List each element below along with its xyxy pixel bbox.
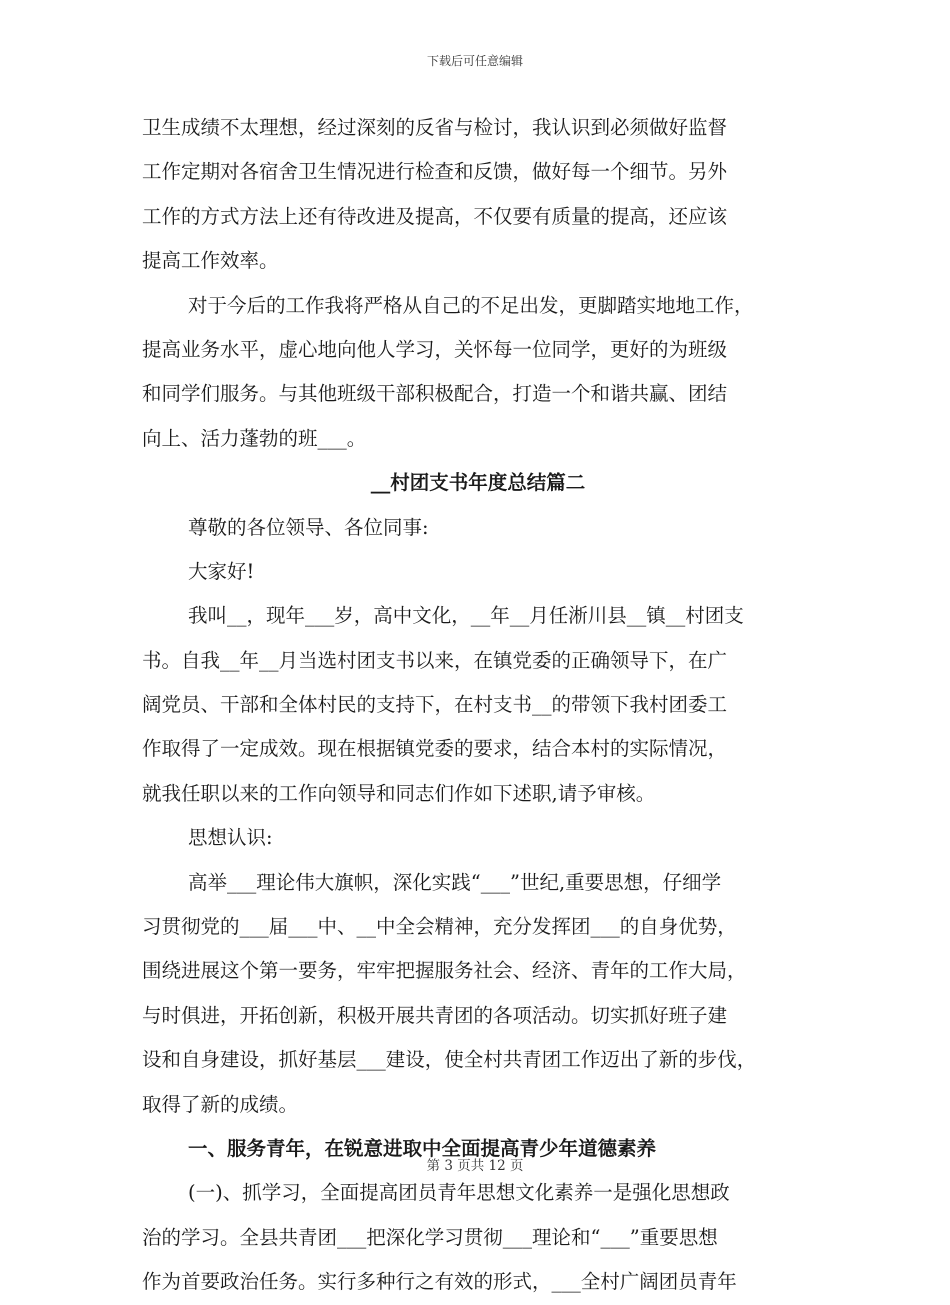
text-line: 阔党员、干部和全体村民的支持下，在村支书__的带领下我村团委工 <box>142 693 728 717</box>
text-line: 设和自身建设，抓好基层___建设，使全村共青团工作迈出了新的步伐， <box>142 1048 757 1072</box>
text-line: 向上、活力蓬勃的班___。 <box>142 426 367 450</box>
text-line: 书。自我__年__月当选村团支书以来，在镇党委的正确领导下，在广 <box>142 648 728 672</box>
salutation: 尊敬的各位领导、各位同事: <box>188 515 429 539</box>
text-line: 提高工作效率。 <box>142 249 279 273</box>
subsection-label: 思想认识: <box>188 826 273 850</box>
greeting: 大家好! <box>188 559 255 583</box>
text-line: 习贯彻党的___届___中、__中全会精神，充分发挥团___的自身优势， <box>142 915 737 939</box>
page-footer: 第 3 页共 12 页 <box>426 1158 524 1174</box>
document-body <box>142 106 814 1305</box>
text-line: 取得了新的成绩。 <box>142 1092 299 1116</box>
text-line: 工作的方式方法上还有待改进及提高，不仅要有质量的提高，还应该 <box>142 204 728 228</box>
text-line: 与时俱进，开拓创新，积极开展共青团的各项活动。切实抓好班子建 <box>142 1003 728 1027</box>
paragraph-start: 我叫__，现年___岁，高中文化，__年__月任淅川县__镇__村团支 <box>188 604 744 628</box>
text-line: 工作定期对各宿舍卫生情况进行检查和反馈，做好每一个细节。另外 <box>142 160 728 184</box>
section-heading: 一、服务青年，在锐意进取中全面提高青少年道德素养 <box>188 1136 657 1160</box>
text-line: 治的学习。全县共青团___把深化学习贯彻___理论和“___”重要思想 <box>142 1225 718 1249</box>
page-header: 下载后可任意编辑 <box>426 54 523 68</box>
text-line: 就我任职以来的工作向领导和同志们作如下述职,请予审核。 <box>142 781 656 805</box>
paragraph-start: (一)、抓学习，全面提高团员青年思想文化素养一是强化思想政 <box>188 1181 730 1205</box>
paragraph-start: 对于今后的工作我将严格从自己的不足出发，更脚踏实地地工作， <box>188 293 754 317</box>
text-line: 作取得了一定成效。现在根据镇党委的要求，结合本村的实际情况， <box>142 737 728 761</box>
text-line: 和同学们服务。与其他班级干部积极配合，打造一个和谐共赢、团结 <box>142 382 728 406</box>
text-line: 提高业务水平，虚心地向他人学习，关怀每一位同学，更好的为班级 <box>142 337 728 361</box>
paragraph-start: 高举___理论伟大旗帜，深化实践“___”世纪,重要思想，仔细学 <box>188 870 722 894</box>
text-line: 作为首要政治任务。实行多种行之有效的形式，___全村广阔团员青年 <box>142 1270 737 1294</box>
text-line: 围绕进展这个第一要务，牢牢把握服务社会、经济、青年的工作大局， <box>142 959 747 983</box>
section-title: __村团支书年度总结篇二 <box>370 471 586 495</box>
text-line: 卫生成绩不太理想，经过深刻的反省与检讨，我认识到必须做好监督 <box>142 116 728 139</box>
